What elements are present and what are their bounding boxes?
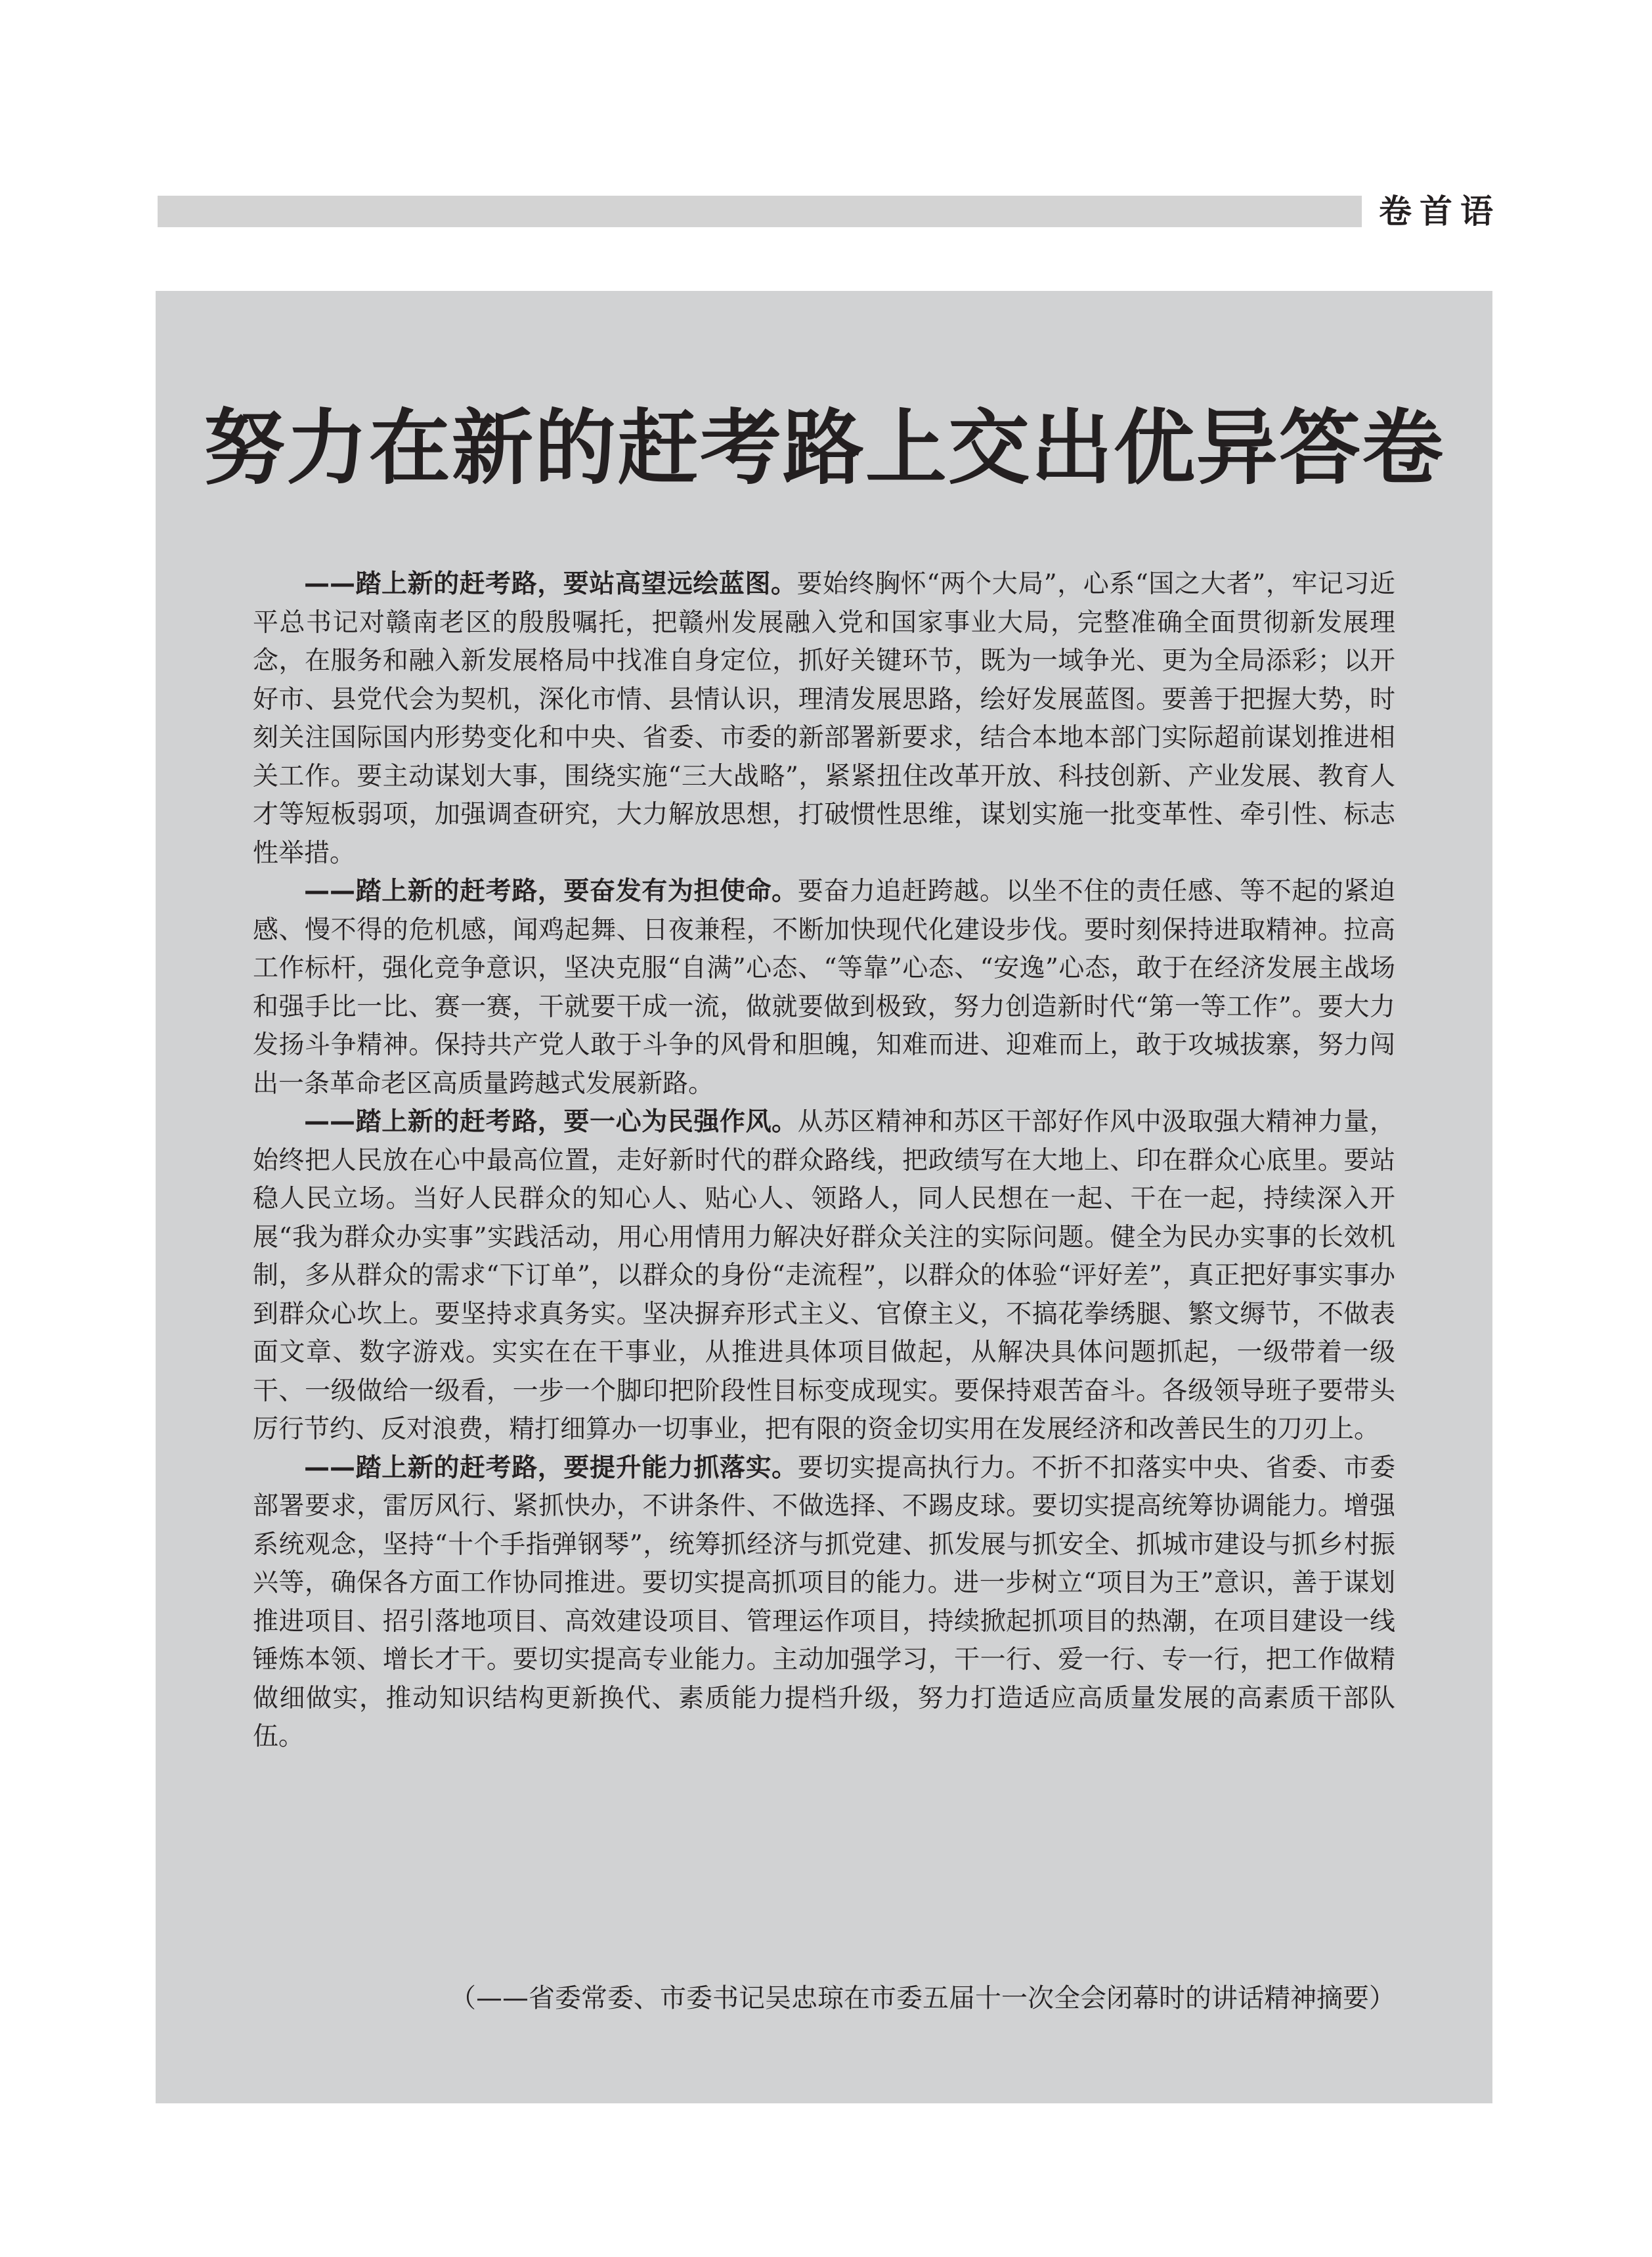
- article-title: 努力在新的赶考路上交出优异答卷: [203, 401, 1445, 496]
- paragraph-lead: ——踏上新的赶考路，要站高望远绘蓝图。: [304, 569, 797, 599]
- paragraph-text: 要奋力追赶跨越。以坐不住的责任感、等不起的紧迫感、慢不得的危机感，闻鸡起舞、日夜兼程，不断加快现代化建设步伐。要时刻保持进取精神。拉高工作标杆，强化竞争意识，坚决克服“自满”心态、“等靠”心态、“安逸”心态，敢于在经济发展主战场和强手比一比、赛一赛，干就要干成一流，做就要做到极致，努力创造新时代“第一等工作”。要大力发扬斗争精神。保持共产党人敢于斗争的风骨和胆魄，知难而进、迎难而上，敢于攻城拔寨，努力闯出一条革命老区高质量跨越式发展新路。: [253, 877, 1395, 1099]
- article-source-note: （——省委常委、市委书记吴忠琼在市委五届十一次全会闭幕时的讲话精神摘要）: [450, 1983, 1395, 2013]
- paragraph-lead: ——踏上新的赶考路，要提升能力抓落实。: [304, 1453, 798, 1483]
- article-paragraph: [253, 873, 1395, 1103]
- article-paragraph: [253, 565, 1395, 873]
- paragraph-text: 从苏区精神和苏区干部好作风中汲取强大精神力量，始终把人民放在心中最高位置，走好新时代的群众路线，把政绩写在大地上、印在群众心底里。要站稳人民立场。当好人民群众的知心人、贴心人、领路人，同人民想在一起、干在一起，持续深入开展“我为群众办实事”实践活动，用心用情用力解决好群众关注的实际问题。健全为民办实事的长效机制，多从群众的需求“下订单”，以群众的身份“走流程”，以群众的体验“评好差”，真正把好事实事办到群众心坎上。要坚持求真务实。坚决摒弃形式主义、官僚主义，不搞花拳绣腿、繁文缛节，不做表面文章、数字游戏。实实在在干事业，从推进具体项目做起，从解决具体问题抓起，一级带着一级干、一级做给一级看，一步一个脚印把阶段性目标变成现实。要保持艰苦奋斗。各级领导班子要带头厉行节约、反对浪费，精打细算办一切事业，把有限的资金切实用在发展经济和改善民生的刀刃上。: [253, 1107, 1395, 1444]
- article-paragraph: [253, 1449, 1395, 1757]
- paragraph-text: 要始终胸怀“两个大局”，心系“国之大者”，牢记习近平总书记对赣南老区的殷殷嘱托，把赣州发展融入党和国家事业大局，完整准确全面贯彻新发展理念，在服务和融入新发展格局中找准自身定位，抓好关键环节，既为一域争光、更为全局添彩；以开好市、县党代会为契机，深化市情、县情认识，理清发展思路，绘好发展蓝图。要善于把握大势，时刻关注国际国内形势变化和中央、省委、市委的新部署新要求，结合本地本部门实际超前谋划推进相关工作。要主动谋划大事，围绕实施“三大战略”，紧紧扭住改革开放、科技创新、产业发展、教育人才等短板弱项，加强调查研究，大力解放思想，打破惯性思维，谋划实施一批变革性、牵引性、标志性举措。: [253, 569, 1395, 868]
- paragraph-lead: ——踏上新的赶考路，要一心为民强作风。: [304, 1107, 798, 1137]
- section-label: 卷首语: [1379, 192, 1501, 230]
- header-rule-bar: [158, 196, 1362, 227]
- article-body: [253, 565, 1395, 1757]
- paragraph-text: 要切实提高执行力。不折不扣落实中央、省委、市委部署要求，雷厉风行、紧抓快办，不讲条件、不做选择、不踢皮球。要切实提高统筹协调能力。增强系统观念，坚持“十个手指弹钢琴”，统筹抓经济与抓党建、抓发展与抓安全、抓城市建设与抓乡村振兴等，确保各方面工作协同推进。要切实提高抓项目的能力。进一步树立“项目为王”意识，善于谋划推进项目、招引落地项目、高效建设项目、管理运作项目，持续掀起抓项目的热潮，在项目建设一线锤炼本领、增长才干。要切实提高专业能力。主动加强学习，干一行、爱一行、专一行，把工作做精做细做实，推动知识结构更新换代、素质能力提档升级，努力打造适应高质量发展的高素质干部队伍。: [253, 1453, 1395, 1751]
- article-paragraph: [253, 1103, 1395, 1449]
- article-panel: [156, 291, 1492, 2103]
- paragraph-lead: ——踏上新的赶考路，要奋发有为担使命。: [304, 877, 798, 906]
